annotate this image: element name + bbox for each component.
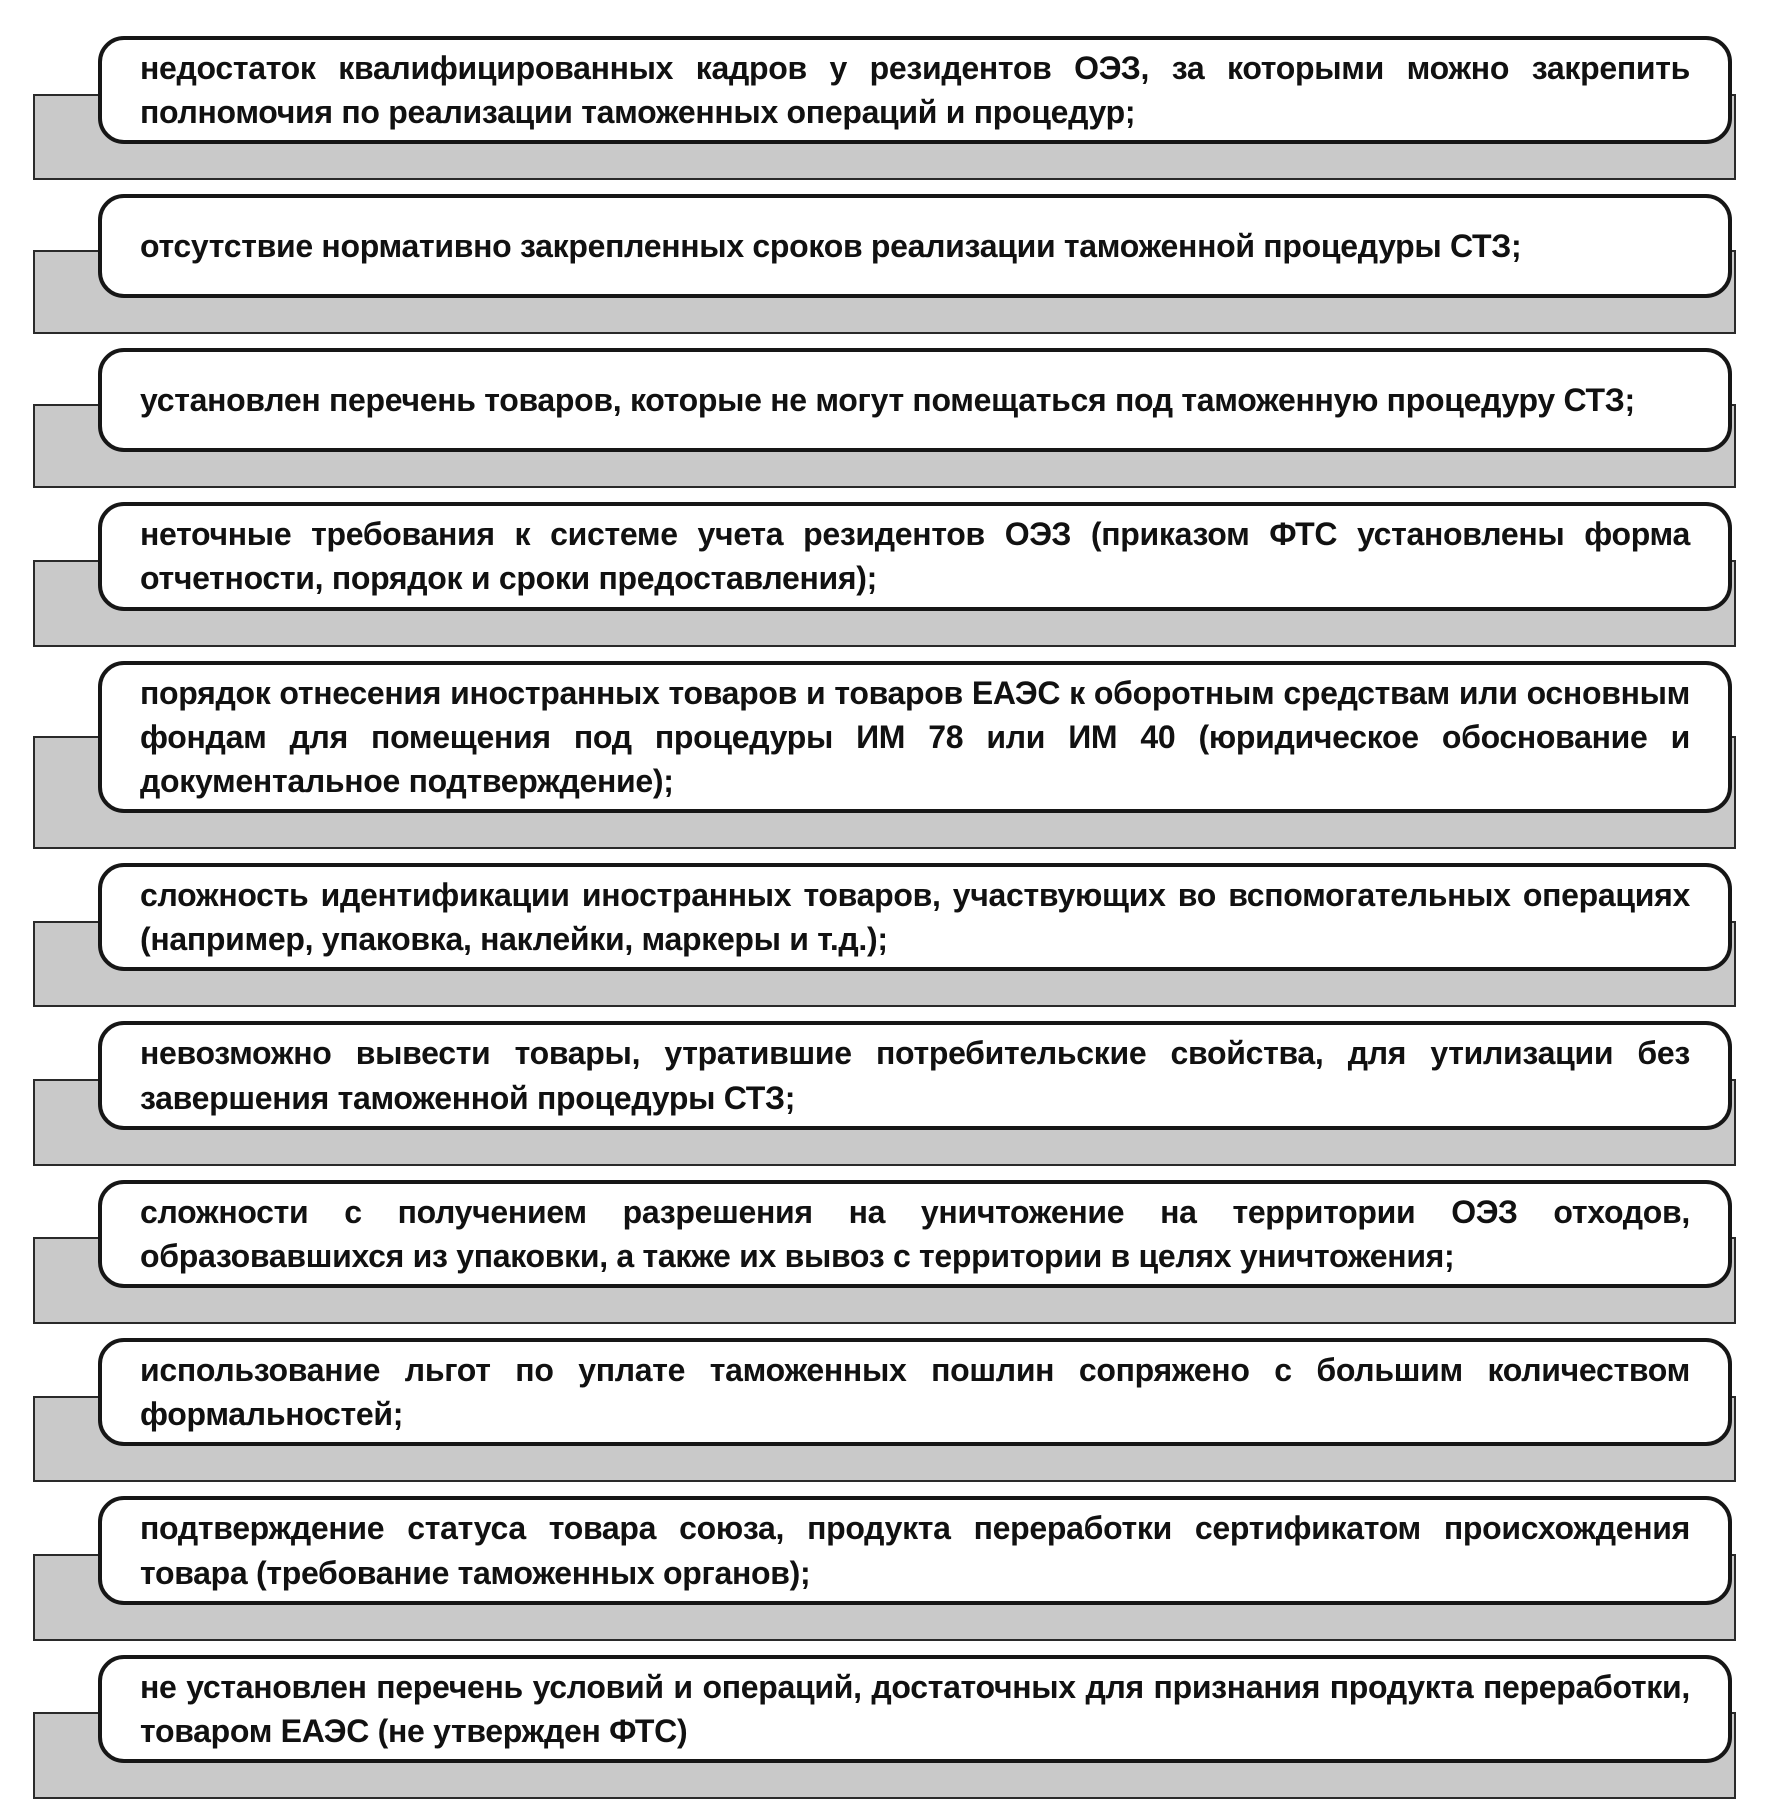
issue-item: [33, 1496, 1736, 1640]
issue-text: не установлен перечень условий и операций, достаточных для признания продукта переработки, товаром ЕАЭС (не утвержден ФТС): [140, 1668, 1690, 1749]
issue-box: [98, 661, 1732, 813]
issue-text: порядок отнесения иностранных товаров и товаров ЕАЭС к оборотным средствам или основным фондам для помещения под процедуры ИМ 78 или ИМ 40 (юридическое обоснование и документальное подтверждение);: [140, 674, 1690, 799]
issue-item: [33, 502, 1736, 646]
issue-box: [98, 502, 1732, 610]
issue-item: [33, 348, 1736, 488]
issue-text: сложность идентификации иностранных товаров, участвующих во вспомогательных операциях (например, упаковка, наклейки, маркеры и т.д.);: [140, 877, 1690, 958]
issue-item: [33, 36, 1736, 180]
issue-text: недостаток квалифицированных кадров у резидентов ОЭЗ, за которыми можно закрепить полномочия по реализации таможенных операций и процедур;: [140, 50, 1690, 131]
issue-box: [98, 1021, 1732, 1129]
issue-item: [33, 194, 1736, 334]
issue-box: [98, 348, 1732, 452]
issue-text: неточные требования к системе учета резидентов ОЭЗ (приказом ФТС установлены форма отчетности, порядок и сроки предоставления);: [140, 516, 1690, 597]
issue-text: отсутствие нормативно закрепленных сроков реализации таможенной процедуры СТЗ;: [140, 228, 1522, 265]
issue-item: [33, 1021, 1736, 1165]
issue-box: [98, 1655, 1732, 1763]
issue-item: [33, 1338, 1736, 1482]
issue-box: [98, 1180, 1732, 1288]
issue-box: [98, 194, 1732, 298]
issue-item: [33, 1655, 1736, 1799]
issue-text: сложности с получением разрешения на уничтожение на территории ОЭЗ отходов, образовавшихся из упаковки, а также их вывоз с территории в целях уничтожения;: [140, 1193, 1690, 1274]
issue-text: использование льгот по уплате таможенных пошлин сопряжено с большим количеством формальностей;: [140, 1352, 1690, 1433]
issue-item: [33, 1180, 1736, 1324]
issue-text: невозможно вывести товары, утратившие потребительские свойства, для утилизации без завершения таможенной процедуры СТЗ;: [140, 1035, 1690, 1116]
issue-text: подтверждение статуса товара союза, продукта переработки сертификатом происхождения товара (требование таможенных органов);: [140, 1510, 1690, 1591]
issue-box: [98, 1496, 1732, 1604]
issue-box: [98, 863, 1732, 971]
issue-box: [98, 1338, 1732, 1446]
issue-item: [33, 661, 1736, 849]
issue-item: [33, 863, 1736, 1007]
issue-box: [98, 36, 1732, 144]
issue-text: установлен перечень товаров, которые не могут помещаться под таможенную процедуру СТЗ;: [140, 382, 1635, 419]
